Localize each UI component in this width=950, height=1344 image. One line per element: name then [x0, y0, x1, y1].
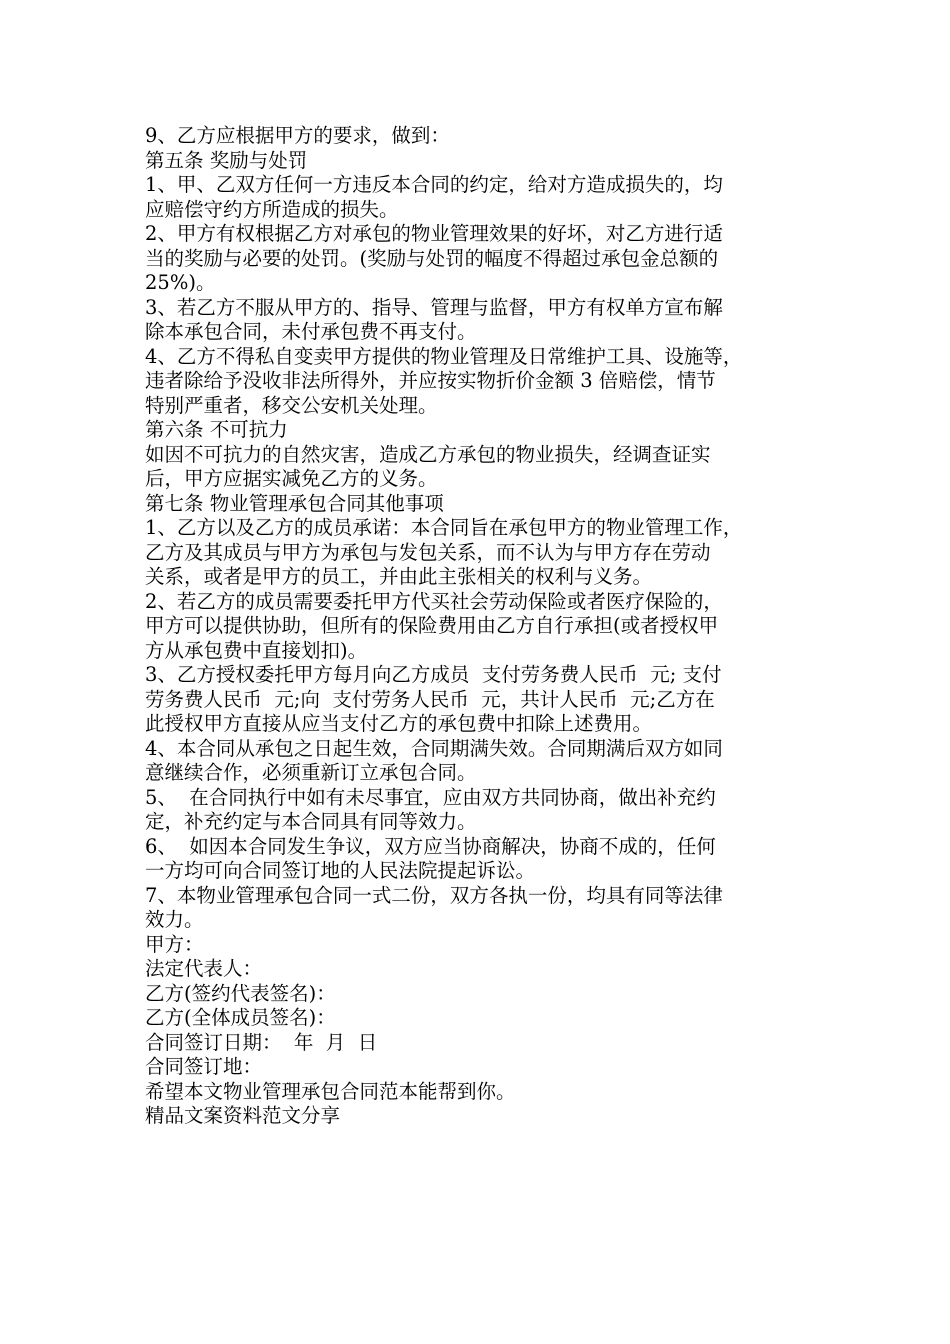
text-line: 7、本物业管理承包合同一式二份，双方各执一份，均具有同等法律 [145, 883, 723, 907]
text-line: 1、乙方以及乙方的成员承诺：本合同旨在承包甲方的物业管理工作， [145, 516, 743, 539]
text-line: 25%)。 [145, 271, 216, 294]
text-line: 意继续合作，必须重新订立承包合同。 [145, 761, 477, 784]
section-heading: 第五条 奖励与处罚 [145, 148, 308, 172]
text-line: 后，甲方应据实减免乙方的义务。 [145, 467, 438, 490]
text-line: 5、 在合同执行中如有未尽事宜，应由双方共同协商，做出补充约 [145, 785, 716, 809]
text-line: 当的奖励与必要的处罚。(奖励与处罚的幅度不得超过承包金总额的 [145, 246, 719, 270]
signing-date-field: 合同签订日期： 年 月 日 [145, 1030, 378, 1054]
text-line: 效力。 [145, 908, 204, 931]
text-line: 定，补充约定与本合同具有同等效力。 [145, 810, 477, 833]
text-line: 关系，或者是甲方的员工，并由此主张相关的权利与义务。 [145, 565, 653, 588]
text-line: 乙方及其成员与甲方为承包与发包关系，而不认为与甲方存在劳动 [145, 540, 711, 564]
signature-field-party-b-members: 乙方(全体成员签名)： [145, 1006, 336, 1029]
text-line: 违者除给予没收非法所得外，并应按实物折价金额 3 倍赔偿，情节 [145, 369, 716, 392]
text-line: 2、甲方有权根据乙方对承包的物业管理效果的好坏，对乙方进行适 [145, 222, 723, 245]
section-heading: 第六条 不可抗力 [145, 418, 288, 441]
text-line: 除本承包合同，未付承包费不再支付。 [145, 320, 477, 343]
text-line: 9、乙方应根据甲方的要求，做到： [145, 124, 450, 147]
text-line: 特别严重者，移交公安机关处理。 [145, 393, 438, 417]
text-line: 4、本合同从承包之日起生效，合同期满失效。合同期满后双方如同 [145, 736, 723, 760]
text-line: 3、乙方授权委托甲方每月向乙方成员 支付劳务费人民币 元; 支付 [145, 663, 722, 686]
signature-field-party-b-rep: 乙方(签约代表签名)： [145, 981, 336, 1005]
text-line: 3、若乙方不服从甲方的、指导、管理与监督，甲方有权单方宣布解 [145, 295, 723, 319]
document-body [145, 124, 817, 1129]
text-line: 应赔偿守约方所造成的损失。 [145, 197, 399, 221]
footer-text: 精品文案资料范文分享 [145, 1104, 341, 1127]
text-line: 此授权甲方直接从应当支付乙方的承包费中扣除上述费用。 [145, 712, 653, 735]
section-heading: 第七条 物业管理承包合同其他事项 [145, 491, 444, 515]
signing-place-field: 合同签订地： [145, 1055, 263, 1078]
text-line: 一方均可向合同签订地的人民法院提起诉讼。 [145, 859, 536, 882]
closing-text: 希望本文物业管理承包合同范本能帮到你。 [145, 1079, 516, 1103]
text-line: 劳务费人民币 元;向 支付劳务人民币 元，共计人民币 元;乙方在 [145, 687, 715, 711]
signature-field-legal-rep: 法定代表人： [145, 957, 263, 980]
text-line: 2、若乙方的成员需要委托甲方代买社会劳动保险或者医疗保险的， [145, 589, 723, 613]
text-line: 甲方可以提供协助，但所有的保险费用由乙方自行承担(或者授权甲 [145, 614, 719, 637]
text-line: 如因不可抗力的自然灾害，造成乙方承包的物业损失，经调查证实 [145, 442, 711, 466]
text-line: 1、甲、乙双方任何一方违反本合同的约定，给对方造成损失的，均 [145, 173, 723, 196]
text-line: 6、 如因本合同发生争议，双方应当协商解决，协商不成的，任何 [145, 834, 716, 858]
signature-field-party-a: 甲方： [145, 932, 204, 956]
text-line: 4、乙方不得私自变卖甲方提供的物业管理及日常维护工具、设施等， [145, 344, 743, 368]
text-line: 方从承包费中直接划扣)。 [145, 638, 368, 662]
